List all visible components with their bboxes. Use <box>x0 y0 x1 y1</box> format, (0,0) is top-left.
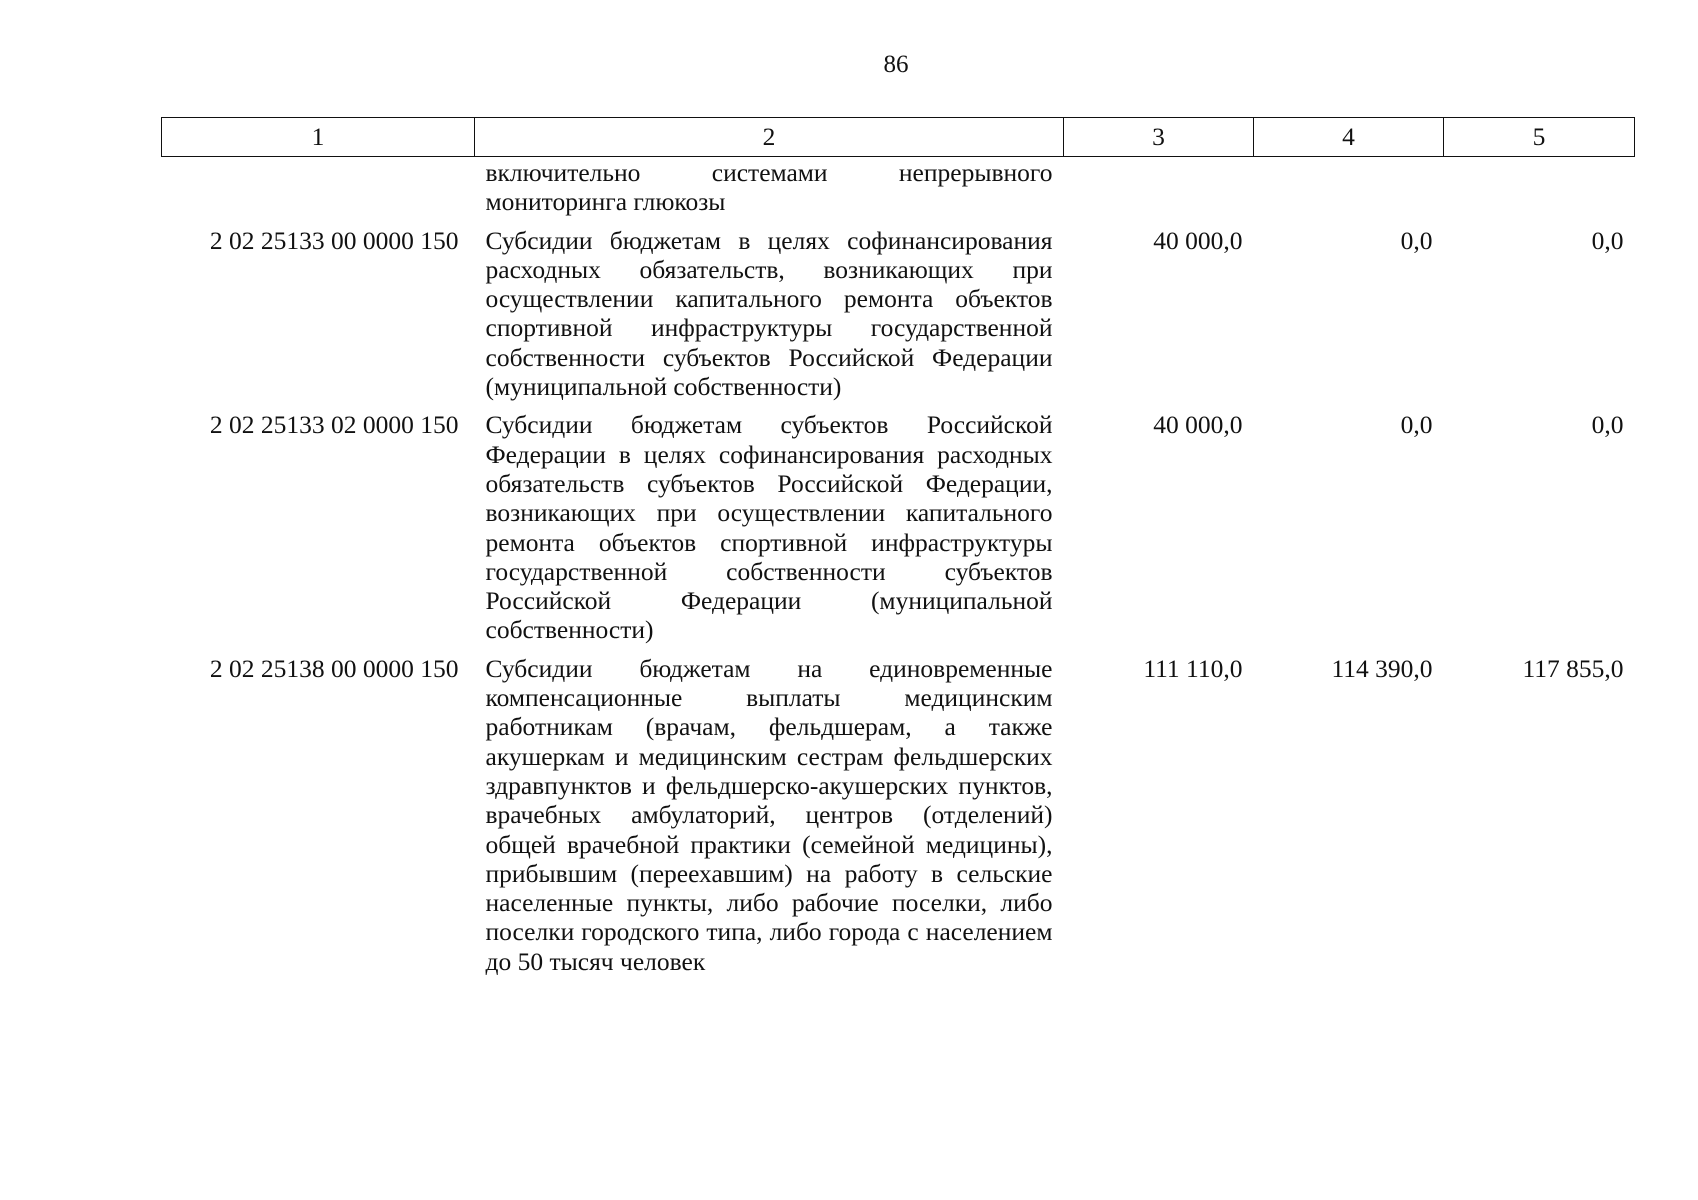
row-value-col4: 0,0 <box>1400 410 1433 440</box>
table-row <box>162 157 1635 217</box>
row-code: 2 02 25133 02 0000 150 <box>209 410 459 440</box>
row-description: Субсидии бюджетам на единовременные компенсационные выплаты медицинским работникам (врачам, фельдшерам, а также акушеркам и медицинским сестрам фельдшерских здравпунктов и фельдшерско-акушерских пунктов, врачебных амбулаторий, центров (отделений) общей врачебной практики (семейной медицины), прибывшим (переехавшим) на работу в сельские населенные пункты, либо рабочие поселки, либо поселки городского типа, либо города с населением до 50 тысяч человек <box>485 653 1053 976</box>
row-code: 2 02 25138 00 0000 150 <box>209 653 459 683</box>
row-value-col3: 40 000,0 <box>1153 410 1243 440</box>
row-value-col3: 111 110,0 <box>1143 653 1243 683</box>
table-row <box>162 401 1635 644</box>
row-description: Субсидии бюджетам субъектов Российской Федерации в целях софинансирования расходных обязательств субъектов Российской Федерации, возникающих при осуществлении капитального ремонта объектов спортивной инфраструктуры государственной собственности субъектов Российской Федерации (муниципальной собственности) <box>485 410 1053 645</box>
header-col-3: 3 <box>1064 118 1254 157</box>
row-value-col4 <box>1254 157 1444 217</box>
page-number: 86 <box>883 51 909 78</box>
row-value-col4: 114 390,0 <box>1331 653 1433 683</box>
row-value-col4: 0,0 <box>1400 225 1433 255</box>
table-row <box>162 645 1635 976</box>
row-value-col3: 40 000,0 <box>1153 225 1243 255</box>
row-description: включительно системами непрерывного мониторинга глюкозы <box>485 158 1053 217</box>
row-code <box>162 157 475 217</box>
row-code: 2 02 25133 00 0000 150 <box>209 225 459 255</box>
budget-table <box>161 117 1635 976</box>
row-value-col5: 0,0 <box>1591 410 1624 440</box>
header-row <box>162 118 1635 157</box>
header-col-1: 1 <box>162 118 475 157</box>
header-col-5: 5 <box>1444 118 1635 157</box>
row-value-col5: 0,0 <box>1591 225 1624 255</box>
row-value-col3 <box>1064 157 1254 217</box>
row-value-col5 <box>1444 157 1635 217</box>
header-col-4: 4 <box>1254 118 1444 157</box>
table-row <box>162 217 1635 402</box>
header-col-2: 2 <box>475 118 1064 157</box>
row-description: Субсидии бюджетам в целях софинансирования расходных обязательств, возникающих при осуществлении капитального ремонта объектов спортивной инфраструктуры государственной собственности субъектов Российской Федерации (муниципальной собственности) <box>485 225 1053 402</box>
row-value-col5: 117 855,0 <box>1522 653 1624 683</box>
